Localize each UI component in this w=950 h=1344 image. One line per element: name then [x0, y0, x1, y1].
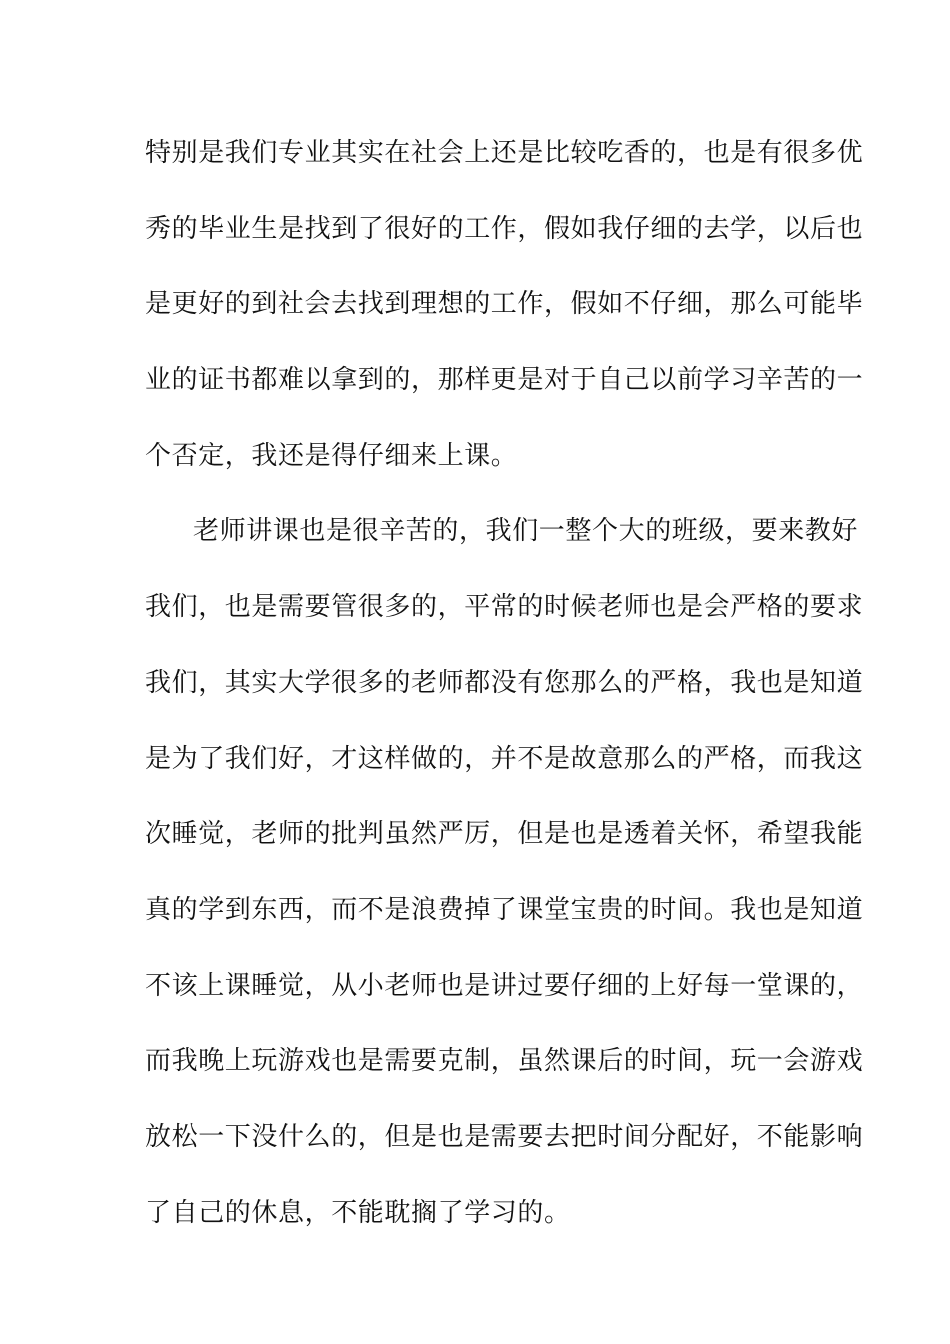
text-line: 业的证书都难以拿到的，那样更是对于自己以前学习辛苦的一 [145, 365, 864, 396]
paragraph-start-line: 老师讲课也是很辛苦的，我们一整个大的班级，要来教好 [193, 516, 859, 547]
text-line: 个否定，我还是得仔细来上课。 [145, 440, 518, 471]
text-line: 了自己的休息，不能耽搁了学习的。 [145, 1197, 571, 1228]
text-line: 不该上课睡觉，从小老师也是讲过要仔细的上好每一堂课的， [145, 970, 864, 1001]
text-line: 特别是我们专业其实在社会上还是比较吃香的，也是有很多优 [145, 138, 864, 168]
document-body [145, 131, 864, 1266]
text-line: 真的学到东西，而不是浪费掉了课堂宝贵的时间。我也是知道 [145, 894, 864, 925]
text-line: 是更好的到社会去找到理想的工作，假如不仔细，那么可能毕 [145, 289, 864, 320]
text-line: 放松一下没什么的，但是也是需要去把时间分配好，不能影响 [145, 1121, 864, 1152]
text-line: 而我晚上玩游戏也是需要克制，虽然课后的时间，玩一会游戏 [145, 1046, 864, 1077]
text-line: 我们，其实大学很多的老师都没有您那么的严格，我也是知道 [145, 667, 864, 698]
text-line: 是为了我们好，才这样做的，并不是故意那么的严格，而我这 [145, 743, 864, 774]
text-line: 次睡觉，老师的批判虽然严厉，但是也是透着关怀，希望我能 [145, 819, 864, 850]
text-line: 秀的毕业生是找到了很好的工作，假如我仔细的去学，以后也 [145, 213, 864, 244]
text-line: 我们，也是需要管很多的，平常的时候老师也是会严格的要求 [145, 592, 864, 623]
